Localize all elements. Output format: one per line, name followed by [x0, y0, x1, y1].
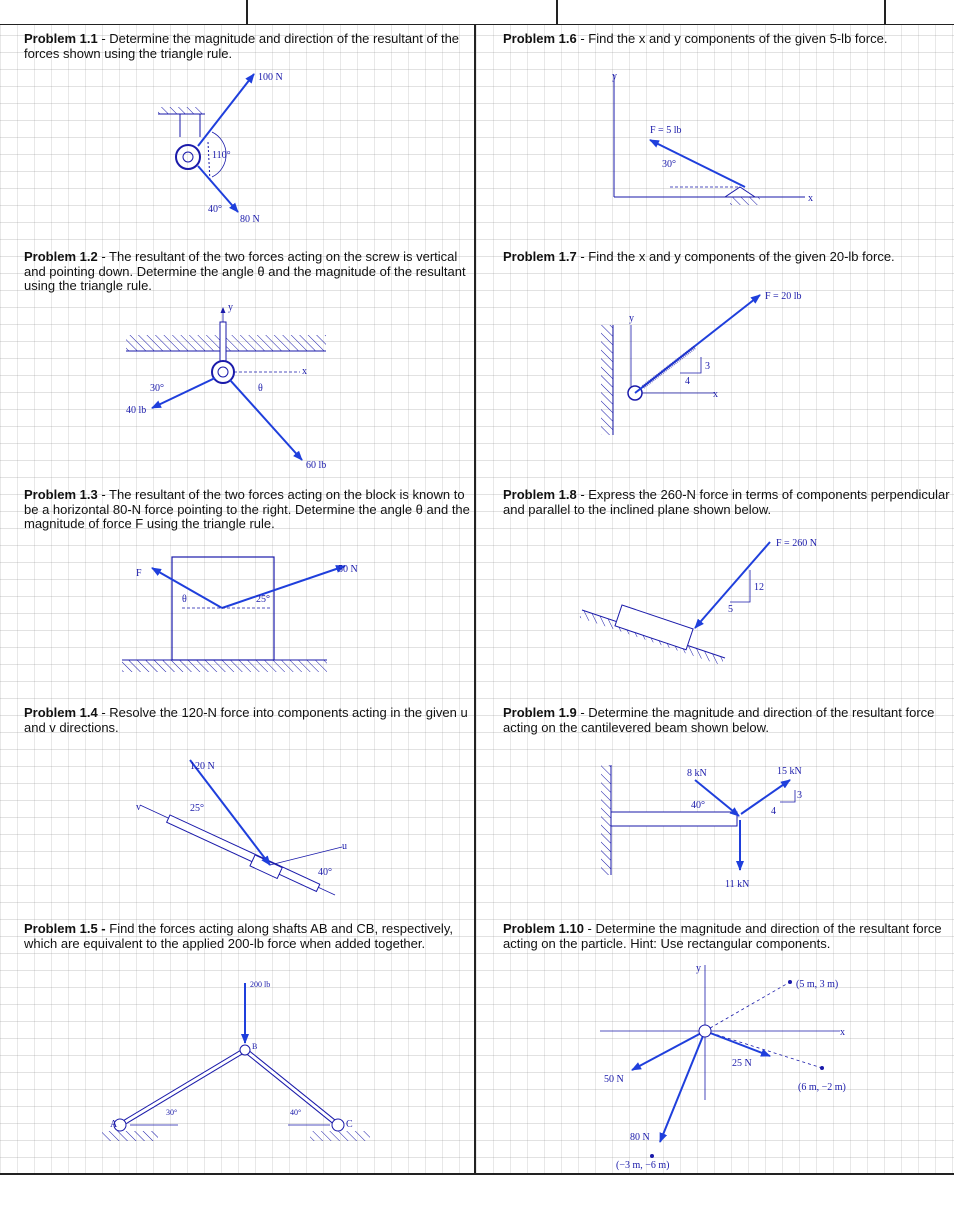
- eye-hook: [176, 145, 200, 169]
- wall-hatch: [601, 325, 613, 435]
- figure-1-5: [80, 975, 390, 1150]
- column-divider: [474, 24, 476, 1174]
- force-label: 40 lb: [126, 405, 147, 416]
- header-strip: [0, 0, 954, 25]
- angle-label: 25°: [256, 594, 270, 605]
- problem-number: Problem 1.1: [24, 31, 98, 46]
- force-label: 60 lb: [306, 460, 327, 471]
- force-25n-arrow: [705, 1031, 770, 1056]
- angle-label: 40°: [290, 1108, 302, 1117]
- slope-label: 4: [771, 806, 776, 817]
- problem-statement: - Find the x and y components of the given 5-lb force.: [576, 31, 888, 46]
- problem-statement: - Determine the magnitude and direction of the resultant of the forces shown using the triangle rule.: [24, 31, 460, 61]
- slope-label: 4: [685, 376, 690, 387]
- slope-label: 5: [728, 604, 733, 615]
- force-label: 120 N: [190, 761, 215, 772]
- force-label: 50 N: [338, 564, 358, 575]
- force-label: 15 kN: [777, 766, 802, 777]
- force-label: 200 lb: [250, 980, 271, 989]
- force-label: F: [136, 568, 142, 579]
- ceiling-hatch: [158, 107, 203, 114]
- problem-1-5: [24, 922, 474, 951]
- problem-1-6: [503, 32, 953, 47]
- angle-label: 40°: [318, 867, 332, 878]
- block-on-incline: [615, 605, 693, 650]
- problem-1-8: [503, 488, 953, 517]
- angle-label: 30°: [662, 159, 676, 170]
- problem-statement: - Determine the magnitude and direction of the resultant force acting on the cantilevered beam shown below.: [503, 705, 935, 735]
- force-50n-arrow: [222, 566, 345, 608]
- slope-label: 12: [754, 582, 764, 593]
- figure-1-1: [150, 62, 310, 232]
- problem-1-7: [503, 250, 953, 265]
- problem-number: Problem 1.6: [503, 31, 577, 46]
- axis-label: x: [840, 1027, 845, 1038]
- figure-1-9: [595, 760, 835, 895]
- axis-label: y: [696, 963, 701, 974]
- rod: [167, 815, 320, 891]
- problem-statement: - The resultant of the two forces acting on the screw is vertical and pointing down. Determine the angle θ and the magnitude of the resultant using the triangle rule.: [24, 249, 466, 293]
- problem-1-1: [24, 32, 474, 61]
- slope-label: 3: [705, 361, 710, 372]
- figure-1-10: [600, 960, 860, 1170]
- slope-label: 3: [797, 790, 802, 801]
- screw: [220, 322, 226, 364]
- force-label: F = 5 lb: [650, 125, 682, 136]
- force-label: 25 N: [732, 1058, 752, 1069]
- axis-label: x: [302, 366, 307, 377]
- angle-label: 40°: [208, 204, 222, 215]
- angle-label: 25°: [190, 803, 204, 814]
- force-100n-arrow: [198, 74, 254, 146]
- figure-1-6: [600, 65, 830, 215]
- point-label: B: [252, 1042, 258, 1051]
- wall-hatch: [601, 765, 611, 875]
- point-label: (5 m, 3 m): [796, 979, 839, 990]
- axis-label: x: [808, 193, 813, 204]
- u-axis-line: [270, 847, 342, 865]
- problem-1-3: [24, 488, 474, 532]
- axis-label: x: [713, 389, 718, 400]
- angle-label: 40°: [691, 800, 705, 811]
- force-80n-arrow: [660, 1031, 705, 1142]
- angle-label: θ: [258, 383, 263, 394]
- point-label: (−3 m, −6 m): [616, 1160, 670, 1171]
- problem-1-4: [24, 706, 474, 735]
- force-label: 11 kN: [725, 879, 750, 890]
- force-label: 50 N: [604, 1074, 624, 1085]
- cantilever-beam: [611, 812, 737, 826]
- problem-number: Problem 1.2: [24, 249, 98, 264]
- axis-label: y: [612, 71, 617, 82]
- figure-1-2: [120, 300, 350, 475]
- problem-number: Problem 1.3: [24, 487, 98, 502]
- problem-number: Problem 1.8: [503, 487, 577, 502]
- force-label: F = 260 N: [776, 538, 817, 549]
- figure-1-7: [595, 285, 835, 445]
- problem-statement: - Find the x and y components of the given 20-lb force.: [576, 249, 895, 264]
- problem-number: Problem 1.10: [503, 921, 584, 936]
- angle-label: 110°: [212, 150, 231, 161]
- angle-label: 30°: [166, 1108, 178, 1117]
- problem-number: Problem 1.4: [24, 705, 98, 720]
- problem-number: Problem 1.5 -: [24, 921, 106, 936]
- header-divider: [884, 0, 886, 24]
- force-label: 100 N: [258, 72, 283, 83]
- floor-hatch: [122, 660, 327, 672]
- problem-statement: - Resolve the 120-N force into components acting in the given u and v directions.: [24, 705, 468, 735]
- problem-1-9: [503, 706, 953, 735]
- problem-statement: - The resultant of the two forces acting on the block is known to be a horizontal 80-N force pointing to the right. Determine the angle θ and the magnitude of force F using the triangle rule.: [24, 487, 470, 531]
- force-label: 8 kN: [687, 768, 707, 779]
- force-20lb-arrow: [635, 295, 760, 393]
- force-label: 80 N: [630, 1132, 650, 1143]
- angle-label: θ: [182, 594, 187, 605]
- problem-1-2: [24, 250, 474, 294]
- header-divider: [246, 0, 248, 24]
- problem-statement: - Express the 260-N force in terms of components perpendicular and parallel to the inclined plane shown below.: [503, 487, 950, 517]
- axis-label: y: [629, 313, 634, 324]
- header-divider: [556, 0, 558, 24]
- problem-1-10: [503, 922, 953, 951]
- axis-label: v: [136, 802, 141, 813]
- problem-statement: - Determine the magnitude and direction of the resultant force acting on the particle. Hint: Use rectangular components.: [503, 921, 942, 951]
- force-label: F = 20 lb: [765, 291, 802, 302]
- point-label: A: [110, 1119, 118, 1130]
- force-60lb-arrow: [230, 380, 302, 460]
- bottom-rule: [0, 1173, 954, 1175]
- figure-1-8: [580, 530, 840, 670]
- figure-1-3: [120, 550, 360, 680]
- force-label: 80 N: [240, 214, 260, 225]
- point-label: C: [346, 1119, 353, 1130]
- angle-label: 30°: [150, 383, 164, 394]
- axis-label: y: [228, 302, 233, 313]
- force-15kn-arrow: [741, 780, 790, 814]
- problem-number: Problem 1.9: [503, 705, 577, 720]
- point-label: (6 m, −2 m): [798, 1082, 846, 1093]
- problem-statement: Find the forces acting along shafts AB and CB, respectively, which are equivalent to the applied 200-lb force when added together.: [24, 921, 453, 951]
- force-f-arrow: [152, 568, 222, 608]
- axis-label: u: [342, 841, 347, 852]
- problem-number: Problem 1.7: [503, 249, 577, 264]
- figure-1-4: [120, 755, 360, 905]
- force-50n-arrow: [632, 1031, 705, 1070]
